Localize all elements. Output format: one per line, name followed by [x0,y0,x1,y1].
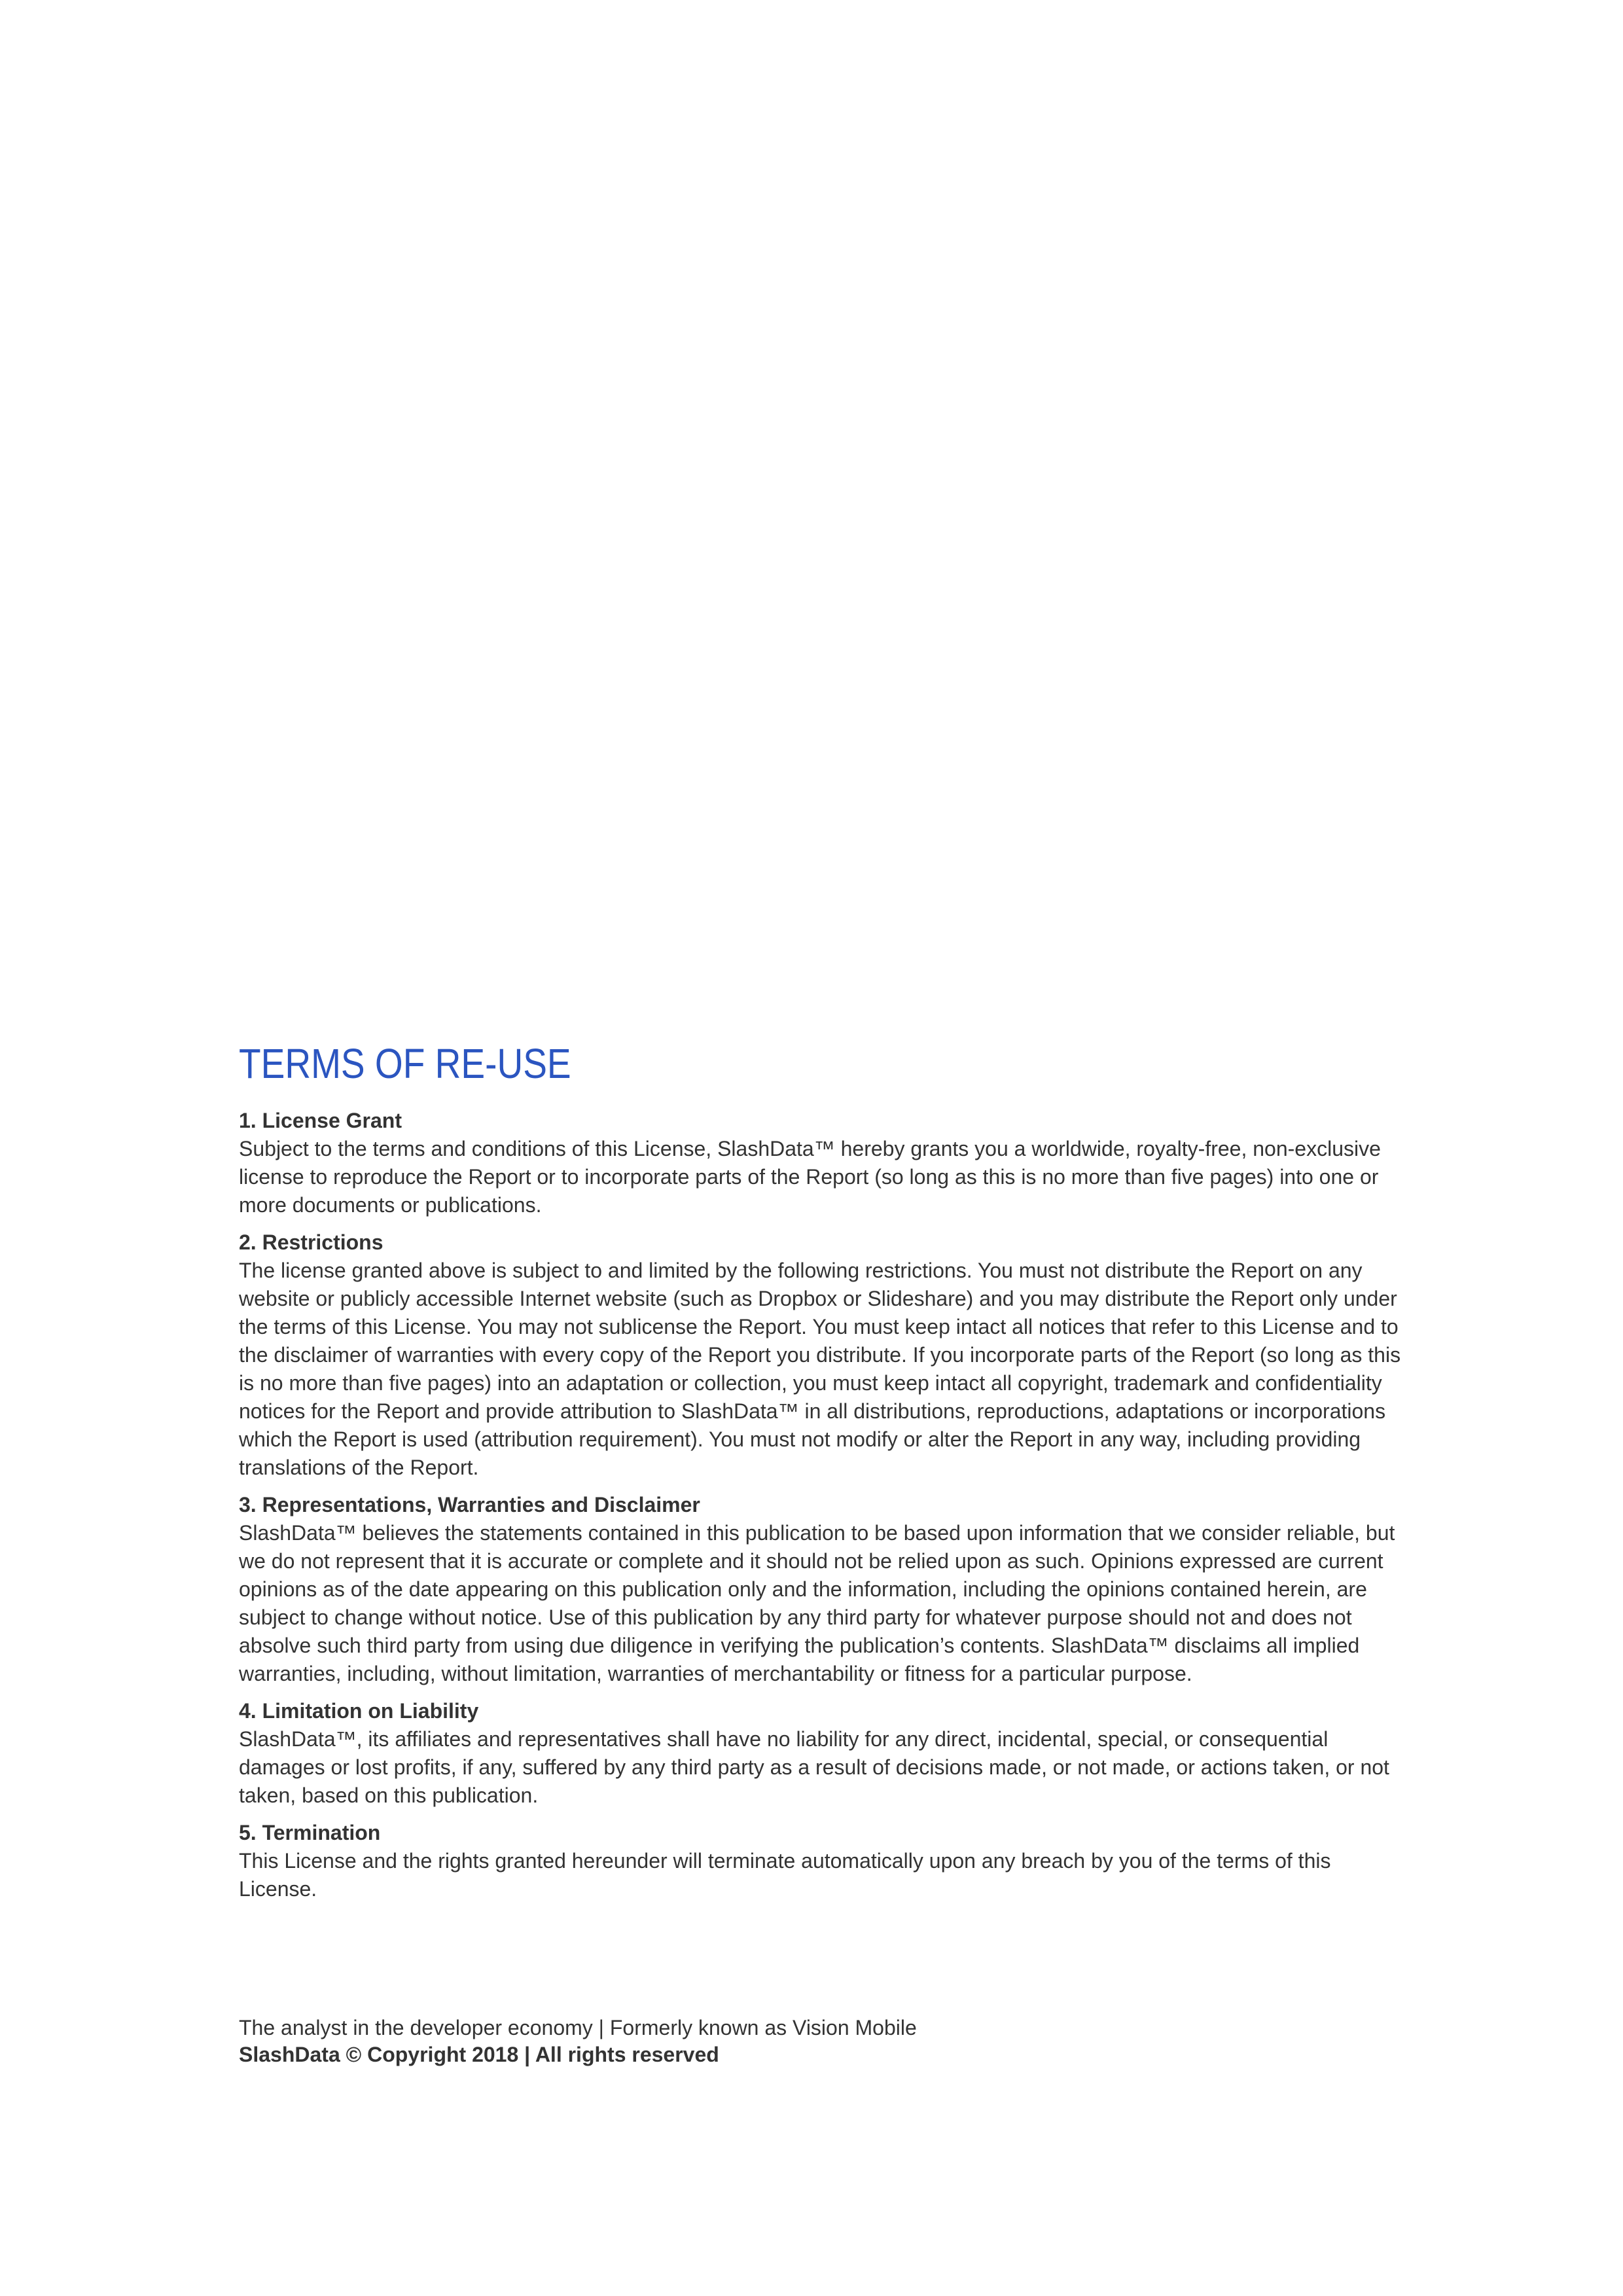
section-limitation-liability [239,1697,1410,1810]
section-heading: 3. Representations, Warranties and Disclaimer [239,1493,700,1516]
section-body: The license granted above is subject to and limited by the following restrictions. You must not distribute the Report on any website or publicly accessible Internet website (such as Dropbox or Slideshare) and you may distribute the Report only under the terms of this License. You may not sublicense the Report. You must keep intact all notices that refer to this License and to the disclaimer of warranties with every copy of the Report you distribute. If you incorporate parts of the Report (so long as this is no more than five pages) into an adaptation or collection, you must keep intact all copyright, trademark and confidentiality notices for the Report and provide attribution to SlashData™ in all distributions, reproductions, adaptations or incorporations which the Report is used (attribution requirement). You must not modify or alter the Report in any way, including providing translations of the Report. [239,1259,1401,1479]
section-termination [239,1819,1410,1903]
section-body: This License and the rights granted hereunder will terminate automatically upon any breach by you of the terms of this License. [239,1849,1331,1901]
page-footer [239,2015,1410,2068]
section-heading: 2. Restrictions [239,1230,383,1254]
section-heading: 5. Termination [239,1821,381,1844]
section-body: SlashData™ believes the statements contained in this publication to be based upon information that we consider reliable, but we do not represent that it is accurate or complete and it should not be relied upon as such. Opinions expressed are current opinions as of the date appearing on this publication only and the information, including the opinions contained herein, are subject to change without notice. Use of this publication by any third party for whatever purpose should not and does not absolve such third party from using due diligence in verifying the publication’s contents. SlashData™ disclaims all implied warranties, including, without limitation, warranties of merchantability or fitness for a particular purpose. [239,1521,1395,1685]
section-body: SlashData™, its affiliates and representatives shall have no liability for any direct, incidental, special, or consequential damages or lost profits, if any, suffered by any third party as a result of decisions made, or not made, or actions taken, or not taken, based on this publication. [239,1727,1389,1807]
section-body: Subject to the terms and conditions of this License, SlashData™ hereby grants you a worldwide, royalty-free, non-exclusive license to reproduce the Report or to incorporate parts of the Report (so long as this is no more than five pages) into one or more documents or publications. [239,1137,1381,1217]
footer-copyright: SlashData © Copyright 2018 | All rights reserved [239,2043,719,2066]
terms-content [239,1037,1410,1912]
section-heading: 4. Limitation on Liability [239,1699,479,1723]
page-title: TERMS OF RE-USE [239,1040,571,1087]
section-license-grant [239,1107,1410,1219]
footer-tagline: The analyst in the developer economy | Formerly known as Vision Mobile [239,2016,917,2039]
section-restrictions [239,1229,1410,1482]
section-heading: 1. License Grant [239,1109,402,1132]
section-warranties-disclaimer [239,1491,1410,1688]
